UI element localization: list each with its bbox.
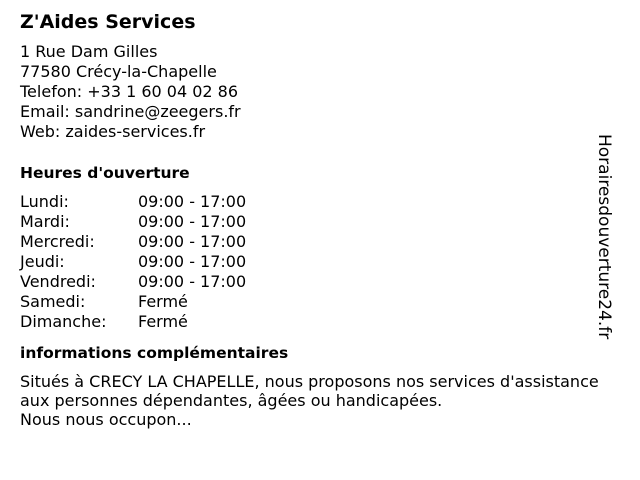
day-label: Mardi: — [20, 212, 70, 231]
day-hours: 09:00 - 17:00 — [138, 232, 247, 251]
hours-row-friday — [20, 272, 616, 292]
day-hours: 09:00 - 17:00 — [138, 252, 247, 271]
website: Web: zaides-services.fr — [20, 122, 206, 141]
hours-row-monday — [20, 192, 616, 212]
hours-row-thursday — [20, 252, 616, 272]
day-label: Jeudi: — [20, 252, 65, 271]
hours-row-saturday — [20, 292, 616, 312]
day-hours: 09:00 - 17:00 — [138, 192, 247, 211]
email-address: Email: sandrine@zeegers.fr — [20, 102, 241, 121]
business-name: Z'Aides Services — [20, 11, 196, 33]
hours-row-wednesday — [20, 232, 616, 252]
opening-hours-table — [20, 192, 616, 332]
day-label: Samedi: — [20, 292, 86, 311]
hours-row-sunday — [20, 312, 616, 332]
day-hours: Fermé — [138, 312, 188, 331]
opening-hours-heading: Heures d'ouverture — [20, 164, 190, 182]
site-watermark: Horairesdouverture24.fr — [594, 134, 614, 340]
hours-row-tuesday — [20, 212, 616, 232]
day-label: Lundi: — [20, 192, 69, 211]
address-street: 1 Rue Dam Gilles — [20, 42, 158, 61]
phone-number: Telefon: +33 1 60 04 02 86 — [20, 82, 239, 101]
day-label: Mercredi: — [20, 232, 95, 251]
additional-info-heading: informations complémentaires — [20, 344, 289, 362]
day-hours: 09:00 - 17:00 — [138, 272, 247, 291]
description-truncated: Nous nous occupon... — [20, 410, 192, 429]
day-label: Vendredi: — [20, 272, 96, 291]
day-hours: 09:00 - 17:00 — [138, 212, 247, 231]
business-info — [20, 8, 616, 429]
business-description: Situés à CRECY LA CHAPELLE, nous proposons nos services d'assistance aux personnes dépendantes, âgées ou handicapées. — [20, 372, 599, 410]
address-city: 77580 Crécy-la-Chapelle — [20, 62, 217, 81]
day-hours: Fermé — [138, 292, 188, 311]
day-label: Dimanche: — [20, 312, 107, 331]
